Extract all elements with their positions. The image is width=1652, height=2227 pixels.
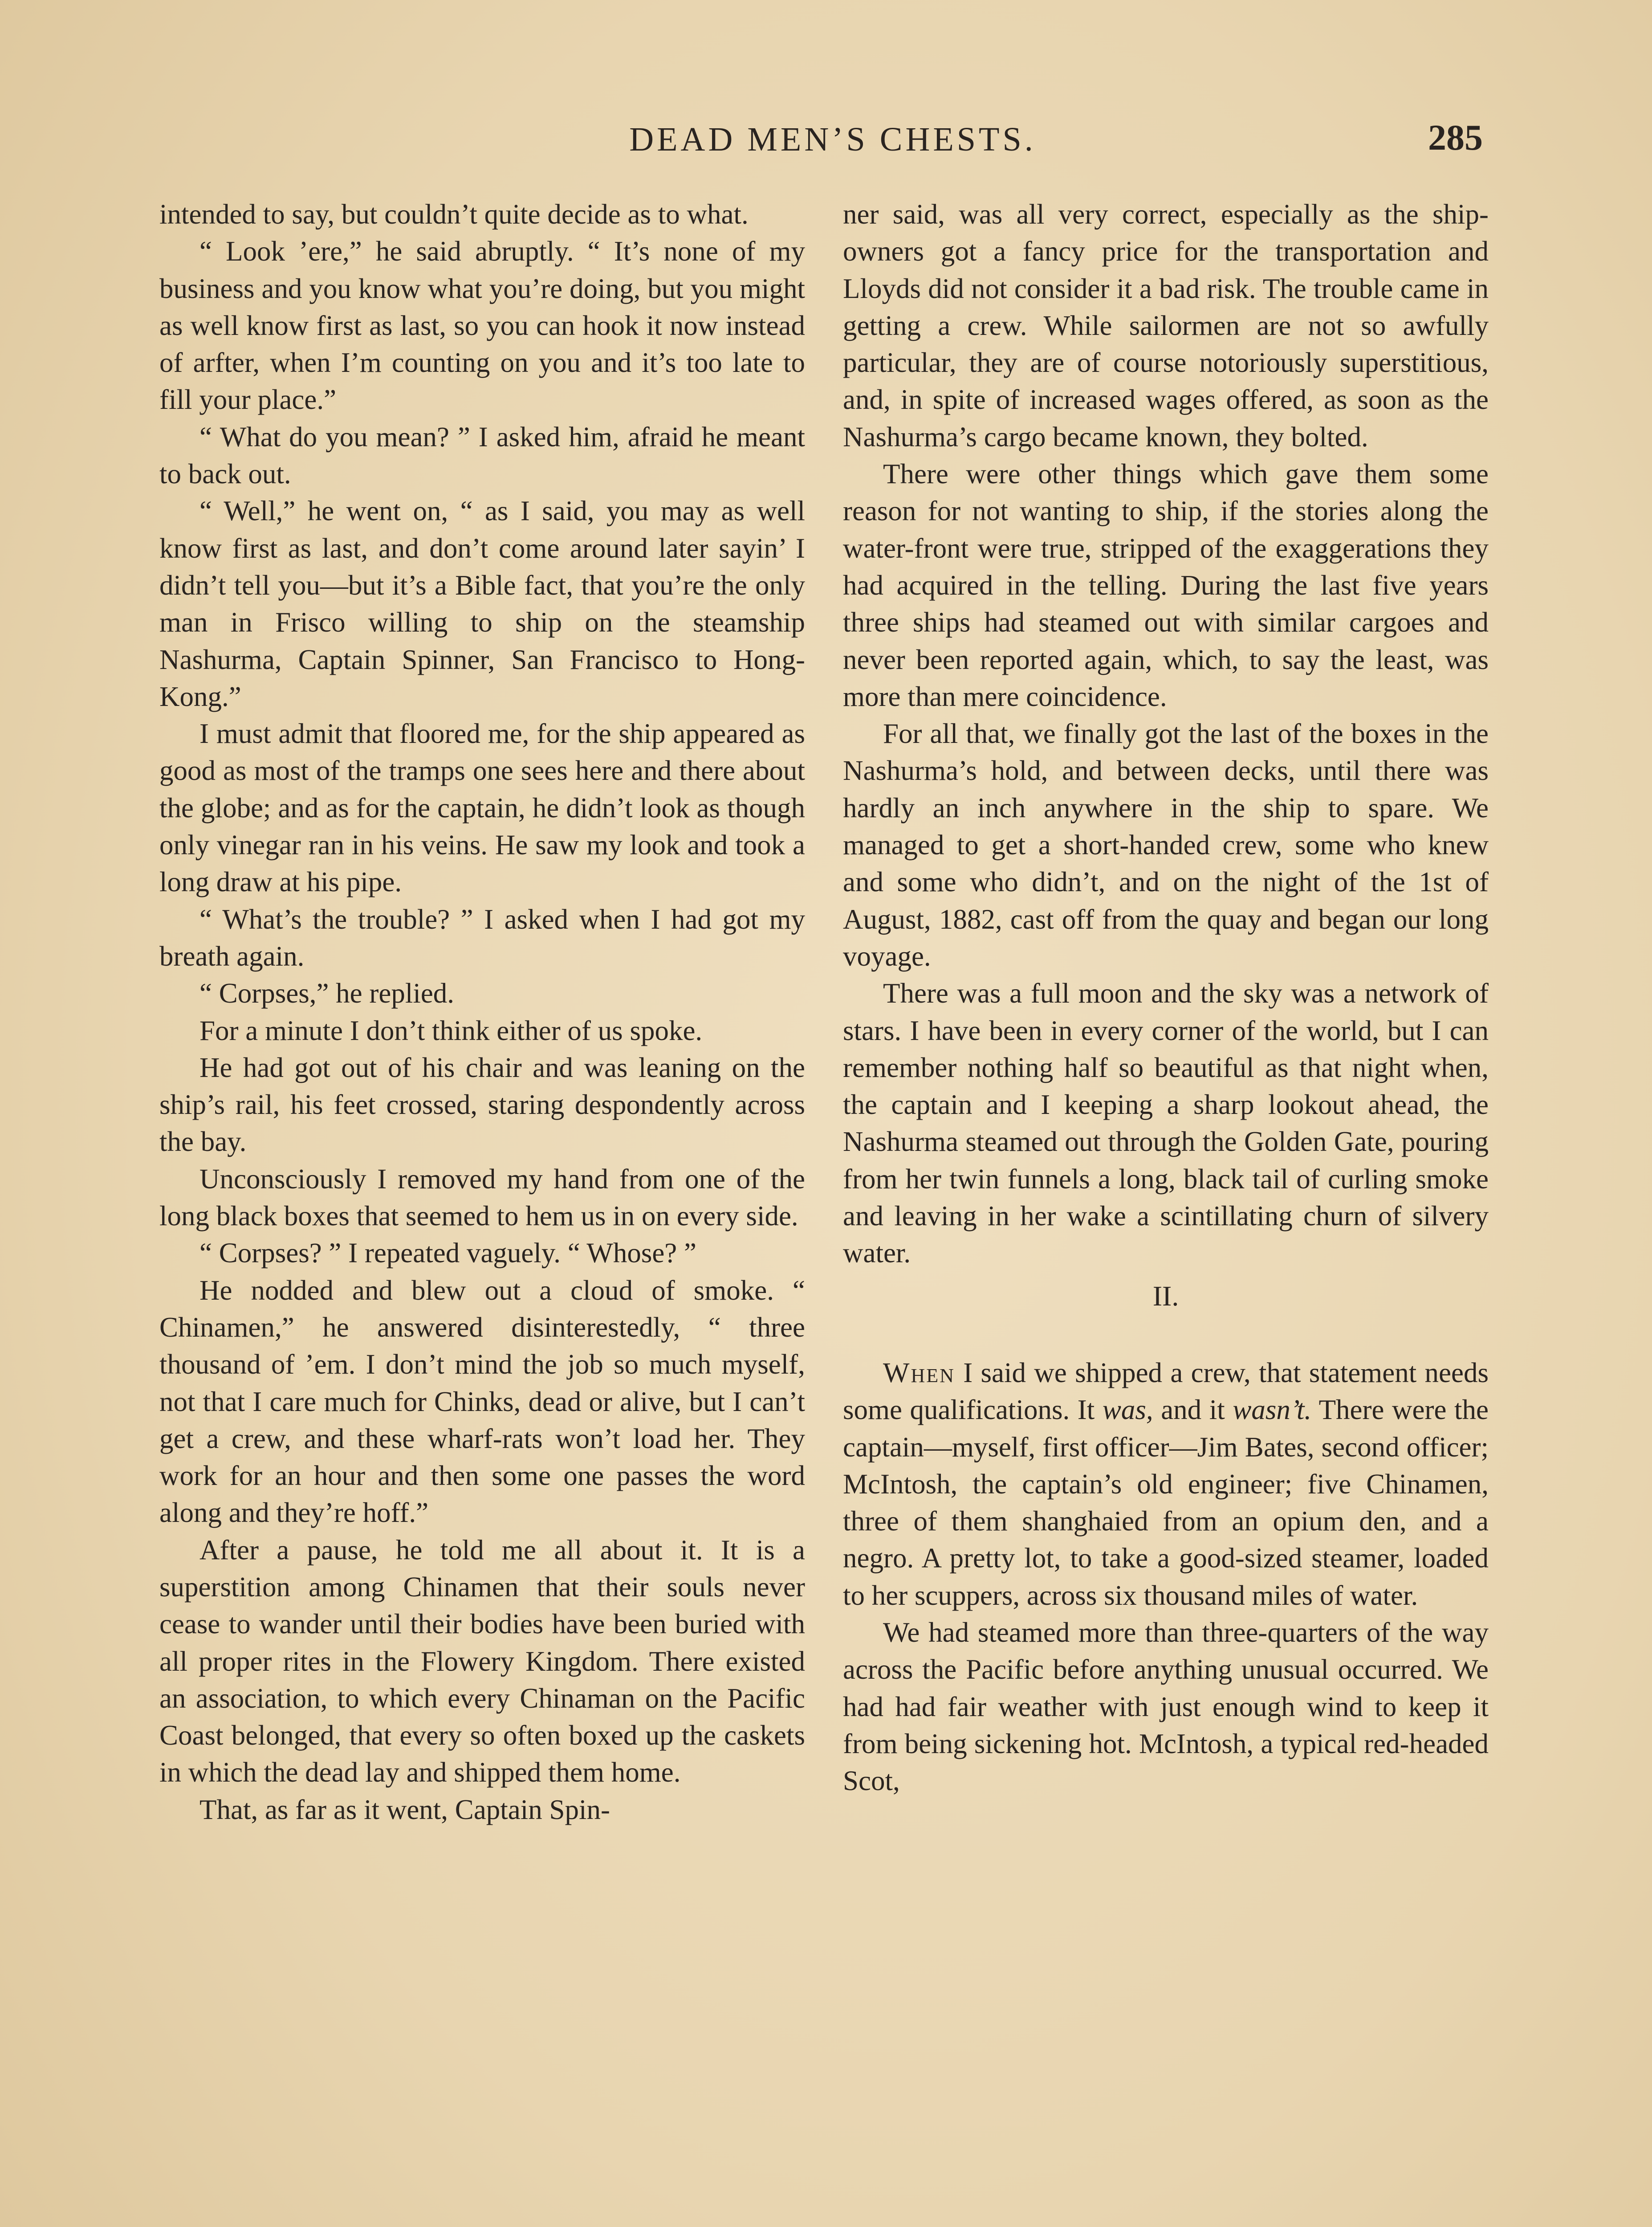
paragraph: There were other things which gave them some reason for not wanting to ship, if the stories along the water-front were true, stripped of the exaggerations they had acquired in the telling. During the last five years three ships had steamed out with similar cargoes and never been reported again, which, to say the least, was more than mere coincidence. xyxy=(843,458,1489,712)
emphasis-text: was, xyxy=(1102,1394,1153,1426)
paragraph-text: and it xyxy=(1153,1394,1233,1426)
paragraph xyxy=(843,1354,1489,1614)
right-text-column xyxy=(843,196,1489,1799)
paragraph-text: There were the captain—myself, first officer—Jim Bates, second officer; McIntosh, the captain’s old engineer; five Chinamen, three of them shanghaied from an opium den, and a negro. A pretty lot, to take a good-sized steamer, loaded to her scuppers, across six thousand miles of water. xyxy=(843,1394,1489,1611)
paragraph: “ Corpses,” he replied. xyxy=(199,978,455,1009)
running-title: DEAD MEN’S CHESTS. xyxy=(629,121,1036,158)
paragraph: “ Well,” he went on, “ as I said, you may as well know first as last, and don’t come around later sayin’ I didn’t tell you—but it’s a Bible fact, that you’re the only man in Frisco willing to ship on the steamship Nashurma, Captain Spinner, San Francisco to Hong-Kong.” xyxy=(159,495,805,712)
paragraph: “ Look ’ere,” he said abruptly. “ It’s none of my business and you know what you’re doing, but you might as well know first as last, so you can hook it now instead of arfter, when I’m counting on you and it’s too late to fill your place.” xyxy=(159,236,805,416)
paragraph: He nodded and blew out a cloud of smoke. “ Chinamen,” he answered disinterestedly, “ three thousand of ’em. I don’t mind the job so much myself, not that I care much for Chinks, dead or alive, but I can’t get a crew, and these wharf-rats won’t load her. They work for an hour and then some one passes the word along and they’re hoff.” xyxy=(159,1274,805,1529)
section-heading: II. xyxy=(1152,1280,1179,1312)
paragraph: “ Corpses? ” I repeated vaguely. “ Whose? ” xyxy=(199,1237,696,1269)
paragraph: For all that, we finally got the last of the boxes in the Nashurma’s hold, and between decks, until there was hardly an inch anywhere in the ship to spare. We managed to get a short-handed crew, some who knew and some who didn’t, and on the night of the 1st of August, 1882, cast off from the quay and began our long voyage. xyxy=(843,718,1489,972)
paragraph: ner said, was all very correct, especially as the ship-owners got a fancy price for the transportation and Lloyds did not consider it a bad risk. The trouble came in getting a crew. While sailormen are not so awfully particular, they are of course notoriously superstitious, and, in spite of increased wages offered, as soon as the Nashurma’s cargo became known, they bolted. xyxy=(843,199,1489,453)
page-number: 285 xyxy=(1428,117,1483,158)
paragraph-text: I said we shipped a crew, that statement needs some qualifications. It xyxy=(843,1357,1489,1426)
paragraph: Unconsciously I removed my hand from one of the long black boxes that seemed to hem us in on every side. xyxy=(159,1163,805,1232)
paragraph: He had got out of his chair and was leaning on the ship’s rail, his feet crossed, staring despondently across the bay. xyxy=(159,1052,805,1158)
paragraph: There was a full moon and the sky was a network of stars. I have been in every corner of the world, but I can remember nothing half so beautiful as that night when, the captain and I keeping a sharp lookout ahead, the Nashurma steamed out through the Golden Gate, pouring from her twin funnels a long, black tail of curling smoke and leaving in her wake a scintillating churn of silvery water. xyxy=(843,978,1489,1269)
opening-word: When xyxy=(883,1357,955,1388)
emphasis-text: wasn’t. xyxy=(1233,1394,1312,1426)
paragraph: For a minute I don’t think either of us spoke. xyxy=(199,1015,703,1046)
paragraph: “ What do you mean? ” I asked him, afraid he meant to back out. xyxy=(159,421,805,490)
paragraph: “ What’s the trouble? ” I asked when I had got my breath again. xyxy=(159,903,805,972)
paragraph: That, as far as it went, Captain Spin- xyxy=(199,1794,610,1825)
left-text-column xyxy=(159,196,805,1828)
paragraph: We had steamed more than three-quarters of the way across the Pacific before anything unusual occurred. We had had fair weather with just enough wind to keep it from being sickening hot. McIntosh, a typical red-headed Scot, xyxy=(843,1616,1489,1797)
paragraph: intended to say, but couldn’t quite decide as to what. xyxy=(159,199,749,230)
paragraph: I must admit that floored me, for the ship appeared as good as most of the tramps one sees here and there about the globe; and as for the captain, he didn’t look as though only vinegar ran in his veins. He saw my look and took a long draw at his pipe. xyxy=(159,718,805,898)
paragraph: After a pause, he told me all about it. It is a superstition among Chinamen that their souls never cease to wander until their bodies have been buried with all proper rites in the Flowery Kingdom. There existed an association, to which every Chinaman on the Pacific Coast belonged, that every so often boxed up the caskets in which the dead lay and shipped them home. xyxy=(159,1534,805,1788)
